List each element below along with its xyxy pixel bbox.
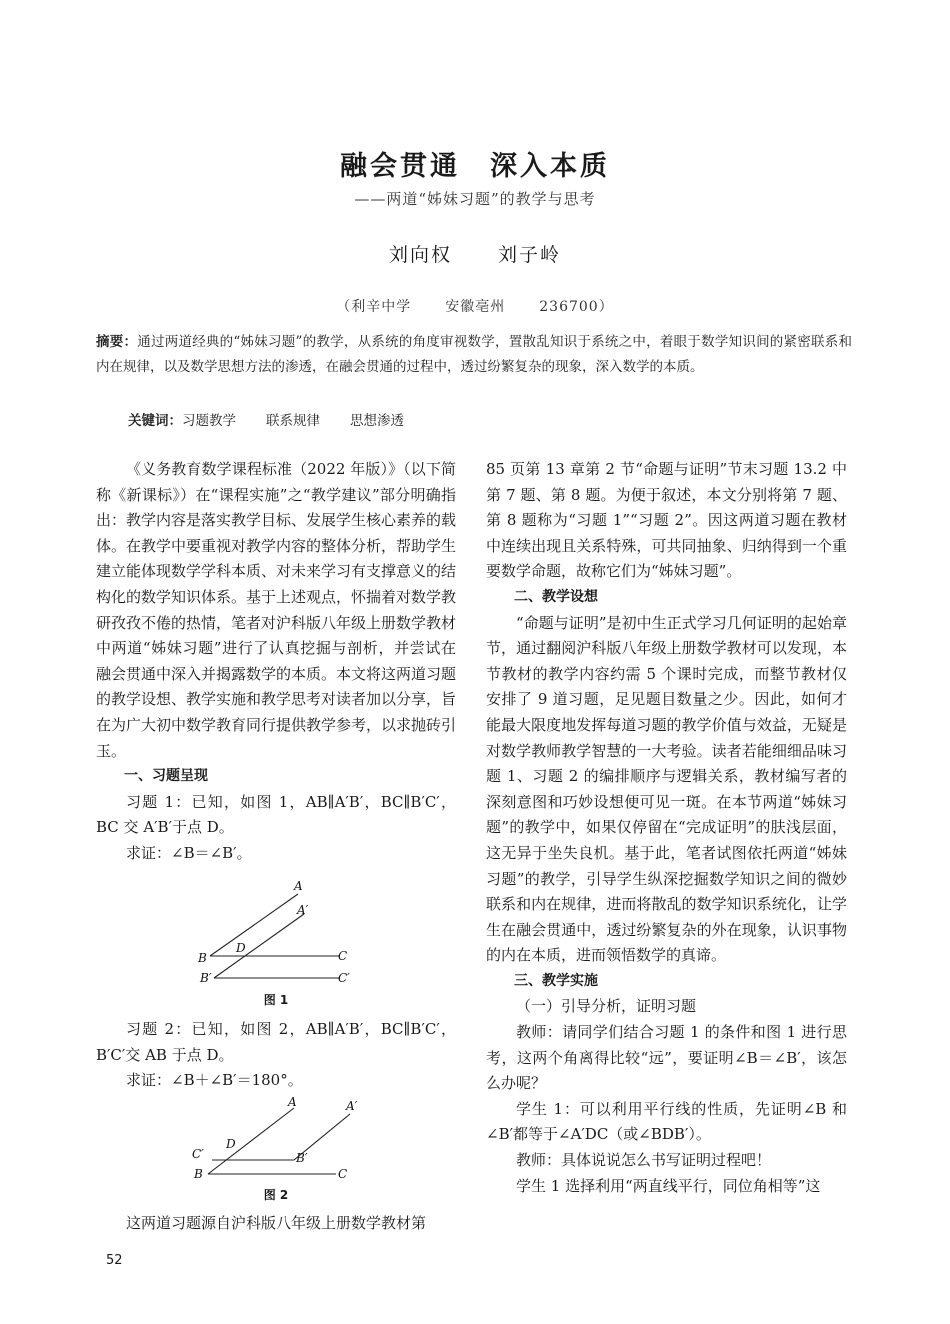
keywords [128, 409, 404, 429]
section-heading-1: 一、习题呈现 [124, 768, 208, 785]
keyword: 思想渗透 [350, 413, 404, 429]
keyword: 习题教学 [182, 413, 236, 429]
article-subtitle: ——两道“姊妹习题”的教学与思考 [354, 190, 596, 208]
abstract-text: 通过两道经典的“姊妹习题”的教学，从系统的角度审视数学，置散乱知识于系统之中，着眼于数学知识间的紧密联系和内在规律，以及数学思想方法的渗透，在融会贯通的过程中，透过纷繁复杂的现象，深入数学的本质。 [96, 334, 853, 375]
label-D: D [236, 941, 246, 955]
affiliation-city: 安徽亳州 [445, 299, 506, 315]
section-heading-3: 三、教学实施 [514, 972, 598, 989]
figure-2 [188, 1092, 378, 1184]
label-C: C [338, 949, 348, 963]
dialogue-teacher-2: 教师：具体说说怎么书写证明过程吧！ [516, 1151, 772, 1170]
figure-2-caption: 图 2 [263, 1188, 289, 1202]
figure-2-diagram [188, 1092, 378, 1184]
source-paragraph: 这两道习题源自沪科版八年级上册数学教材第 [126, 1214, 427, 1232]
subsection-heading: （一）引导分析，证明习题 [516, 997, 697, 1016]
dialogue-teacher-1: 教师：请同学们结合习题 1 的条件和图 1 进行思考，这两个角离得比较“远”，要证明∠B＝∠B′，该怎么办呢？ [486, 1023, 847, 1093]
article-title: 融会贯通 深入本质 [340, 151, 610, 182]
left-column [96, 457, 456, 867]
figure-1 [190, 876, 370, 984]
left-column-end [96, 1211, 456, 1237]
keywords-label: 关键词： [128, 413, 182, 429]
authors [0, 240, 950, 267]
author-name: 刘子岭 [498, 244, 562, 266]
label-D: D [226, 1137, 236, 1151]
keyword: 联系规律 [266, 413, 320, 429]
label-B: B [198, 951, 207, 965]
label-A-prime: A′ [346, 1099, 358, 1113]
abstract-label: 摘要： [96, 334, 138, 350]
exercise-1: 习题 1：已知，如图 1，AB∥A′B′，BC∥B′C′，BC 交 A′B′于点 D。 [96, 792, 456, 837]
label-A: A [294, 879, 303, 893]
label-C-prime: C′ [192, 1147, 204, 1161]
exercise-2: 习题 2：已知，如图 2，AB∥A′B′，BC∥B′C′，B′C′交 AB 于点 D。 [96, 1020, 456, 1064]
affiliation-postcode: 236700） [539, 299, 614, 315]
affiliation [0, 296, 950, 316]
exercise-2-prove: 求证：∠B＋∠B′＝180°。 [126, 1071, 303, 1090]
label-C-prime: C′ [338, 971, 350, 984]
label-B-prime: B′ [296, 1151, 308, 1165]
dialogue-student-2: 学生 1 选择利用“两直线平行，同位角相等”这 [516, 1176, 821, 1195]
label-A: A [288, 1095, 297, 1109]
abstract [96, 330, 852, 380]
dialogue-student-1: 学生 1：可以利用平行线的性质，先证明∠B 和∠B′都等于∠A′DC（或∠BDB′）。 [486, 1099, 847, 1144]
section-heading-2: 二、教学设想 [514, 588, 598, 605]
label-B: B [194, 1167, 203, 1181]
right-column [486, 457, 847, 1199]
page-number: 52 [106, 1253, 123, 1268]
figure-1-caption: 图 1 [263, 993, 289, 1007]
intro-paragraph: 《义务教育数学课程标准（2022 年版）》（以下简称《新课标》）在“课程实施”之“教学建议”部分明确指出：教学内容是落实教学目标、发展学生核心素养的载体。在教学中要重视对教学内容的整体分析，帮助学生建立能体现数学学科本质、对未来学习有支撑意义的结构化的数学知识体系。基于上述观点，怀揣着对数学教研孜孜不倦的热情，笔者对沪科版八年级上册数学教材中两道“姊妹习题”进行了认真挖掘与剖析，并尝试在融会贯通中深入并揭露数学的本质。本文将这两道习题的教学设想、教学实施和教学思考对读者加以分享，旨在为广大初中数学教育同行提供教学参考，以求抛砖引玉。 [96, 460, 457, 760]
label-B-prime: B′ [200, 971, 212, 984]
figure-1-diagram [190, 876, 370, 984]
design-paragraph: “命题与证明”是初中生正式学习几何证明的起始章节，通过翻阅沪科版八年级上册数学教材可以发现，本节教材的教学内容约需 5 个课时完成，而整节教材仅安排了 9 道习题，足见题目数量之少。因此，如何才能最大限度地发挥每道习题的教学价值与效益，无疑是对数学教师教学智慧的一大考验。读者若能细细品味习题 1、习题 2 的编排顺序与逻辑关系，教材编写者的深刻意图和巧妙设想便可见一斑。在本节两道“姊妹习题”的教学中，如果仅停留在“完成证明”的肤浅层面，这无异于坐失良机。基于此，笔者试图依托两道“姊妹习题”的教学，引导学生纵深挖掘数学知识之间的微妙联系和内在规律，进而将散乱的数学知识系统化，让学生在融会贯通中，透过纷繁复杂的外在现象，认识事物的内在本质，进而领悟数学的真谛。 [486, 613, 847, 965]
author-name: 刘向权 [388, 244, 452, 266]
source-continued: 85 页第 13 章第 2 节“命题与证明”节末习题 13.2 中第 7 题、第 8 题。为便于叙述，本文分别将第 7 题、第 8 题称为“习题 1”“习题 2”。因这两道习题在教材中连续出现且关系特殊，可共同抽象、归纳得到一个重要数学命题，故称它们为“姊妹习题”。 [486, 460, 847, 581]
left-column-continued [96, 1017, 456, 1094]
exercise-1-prove: 求证：∠B＝∠B′。 [126, 843, 252, 862]
label-A-prime: A′ [297, 903, 309, 917]
label-C: C [338, 1167, 348, 1181]
affiliation-school: （利辛中学 [336, 299, 412, 315]
